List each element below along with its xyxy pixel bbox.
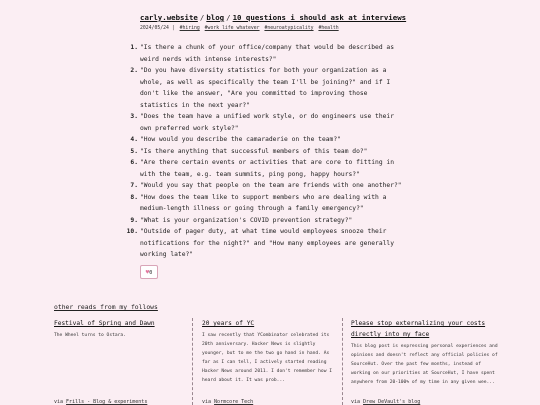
card-excerpt: I saw recently that YCombinator celebrated its 20th anniversary. Hacker News is slightly younger, but to me the two go hand in hand. As far as I can tell, I actively started reading Hacker News around 2011. I don't remember how I heard about it. It was prob... — [202, 333, 332, 383]
follow-card — [54, 318, 186, 405]
question-text: "Are there certain events or activities that are core to fitting in with the team, e.g. team summits, ping pong, happy hours?" — [140, 159, 395, 178]
like-count: 0 — [149, 270, 153, 276]
source-link[interactable]: Frills - Blog & experiments — [66, 399, 148, 405]
list-number: 4. — [130, 136, 138, 143]
post-meta — [140, 25, 402, 32]
question-text: "What is your organization's COVID prevention strategy?" — [140, 216, 353, 224]
question-text: "Is there anything that successful members of this team do?" — [140, 147, 368, 155]
question-text: "Does the team have a unified work style, or do engineers use their own preferred work style?" — [140, 113, 395, 132]
card-excerpt: This blog post is expressing personal experiences and opinions and doesn't reflect any official policies of SourceHut. Over the past few months, instead of working on our priorities at SourceHut, I have spent anywhere from 20-100% of my time in any given wee... — [351, 344, 498, 385]
list-number: 3. — [130, 113, 138, 120]
via-label: via — [351, 399, 361, 405]
tag-link[interactable]: #work life whatever — [204, 26, 260, 31]
tag-link[interactable]: #neuroatypicality — [264, 26, 314, 31]
list-number: 8. — [130, 193, 138, 201]
tag-link[interactable]: #hiring — [179, 26, 200, 31]
list-item — [130, 215, 402, 227]
list-item — [130, 157, 402, 180]
tag-link[interactable]: #health — [318, 26, 339, 31]
list-item — [130, 192, 402, 215]
breadcrumb-blog-link[interactable]: blog — [206, 13, 225, 22]
list-item — [130, 42, 402, 65]
list-item — [130, 180, 402, 192]
via-label: via — [54, 399, 64, 405]
breadcrumb-separator: / — [226, 13, 231, 22]
list-number: 2. — [130, 67, 138, 74]
question-text: "Would you say that people on the team are friends with one another?" — [140, 182, 402, 189]
list-number: 9. — [130, 216, 138, 224]
question-text: "How would you describe the camaraderie on the team?" — [140, 136, 341, 143]
heart-icon: ♥ — [145, 269, 150, 276]
breadcrumb — [140, 13, 407, 23]
follow-card — [351, 318, 501, 405]
list-number: 10. — [126, 228, 138, 235]
list-item — [130, 146, 402, 158]
question-text: "Is there a chunk of your office/company that would be described as weird nerds with intense interests?" — [140, 44, 395, 63]
list-number: 5. — [130, 147, 138, 155]
card-excerpt: The Wheel turns to Ostara. — [54, 333, 126, 338]
card-title-link[interactable]: Festival of Spring and Dawn — [54, 320, 155, 327]
blog-post — [126, 13, 407, 261]
question-text: "Do you have diversity statistics for both your organization as a whole, as well as specifically the team I'll be joining?" and if I don't like the answer, "Are you committed to improving those statistics in the next year?" — [140, 67, 391, 109]
list-item — [126, 226, 402, 261]
question-text: "How does the team like to support members who are dealing with a medium-length illness or going through a family emergency?" — [140, 193, 387, 212]
follows-heading[interactable]: other reads from my follows — [54, 303, 158, 311]
card-source — [54, 399, 147, 405]
card-title-link[interactable]: 20 years of YC — [202, 320, 255, 327]
card-divider — [192, 318, 193, 405]
card-source — [202, 399, 253, 405]
follow-card — [202, 318, 338, 405]
like-button[interactable] — [140, 265, 158, 279]
source-link[interactable]: Drew DeVault's blog — [363, 399, 421, 405]
list-item — [130, 65, 402, 111]
via-label: via — [202, 399, 212, 405]
source-link[interactable]: Normcore Tech — [214, 399, 254, 405]
list-item — [130, 134, 402, 146]
list-number: 6. — [130, 159, 138, 166]
post-title-link[interactable]: 10 questions i should ask at interviews — [232, 13, 407, 22]
list-number: 1. — [130, 44, 138, 51]
card-source — [351, 399, 420, 405]
follows-cards — [54, 318, 540, 405]
breadcrumb-site-link[interactable]: carly.website — [140, 13, 198, 22]
questions-list — [126, 42, 402, 261]
breadcrumb-separator: / — [199, 13, 205, 22]
meta-separator: | — [171, 26, 175, 31]
list-number: 7. — [130, 182, 138, 189]
card-title-link[interactable]: Please stop externalizing your costs directly into my face — [351, 320, 486, 338]
list-item — [130, 111, 402, 134]
card-divider — [342, 318, 343, 405]
post-date: 2024/05/24 — [140, 26, 169, 31]
question-text: "Outside of pager duty, at what time would employees snooze their notifications for the night?" and "How many employees are generally working late?" — [140, 228, 395, 258]
